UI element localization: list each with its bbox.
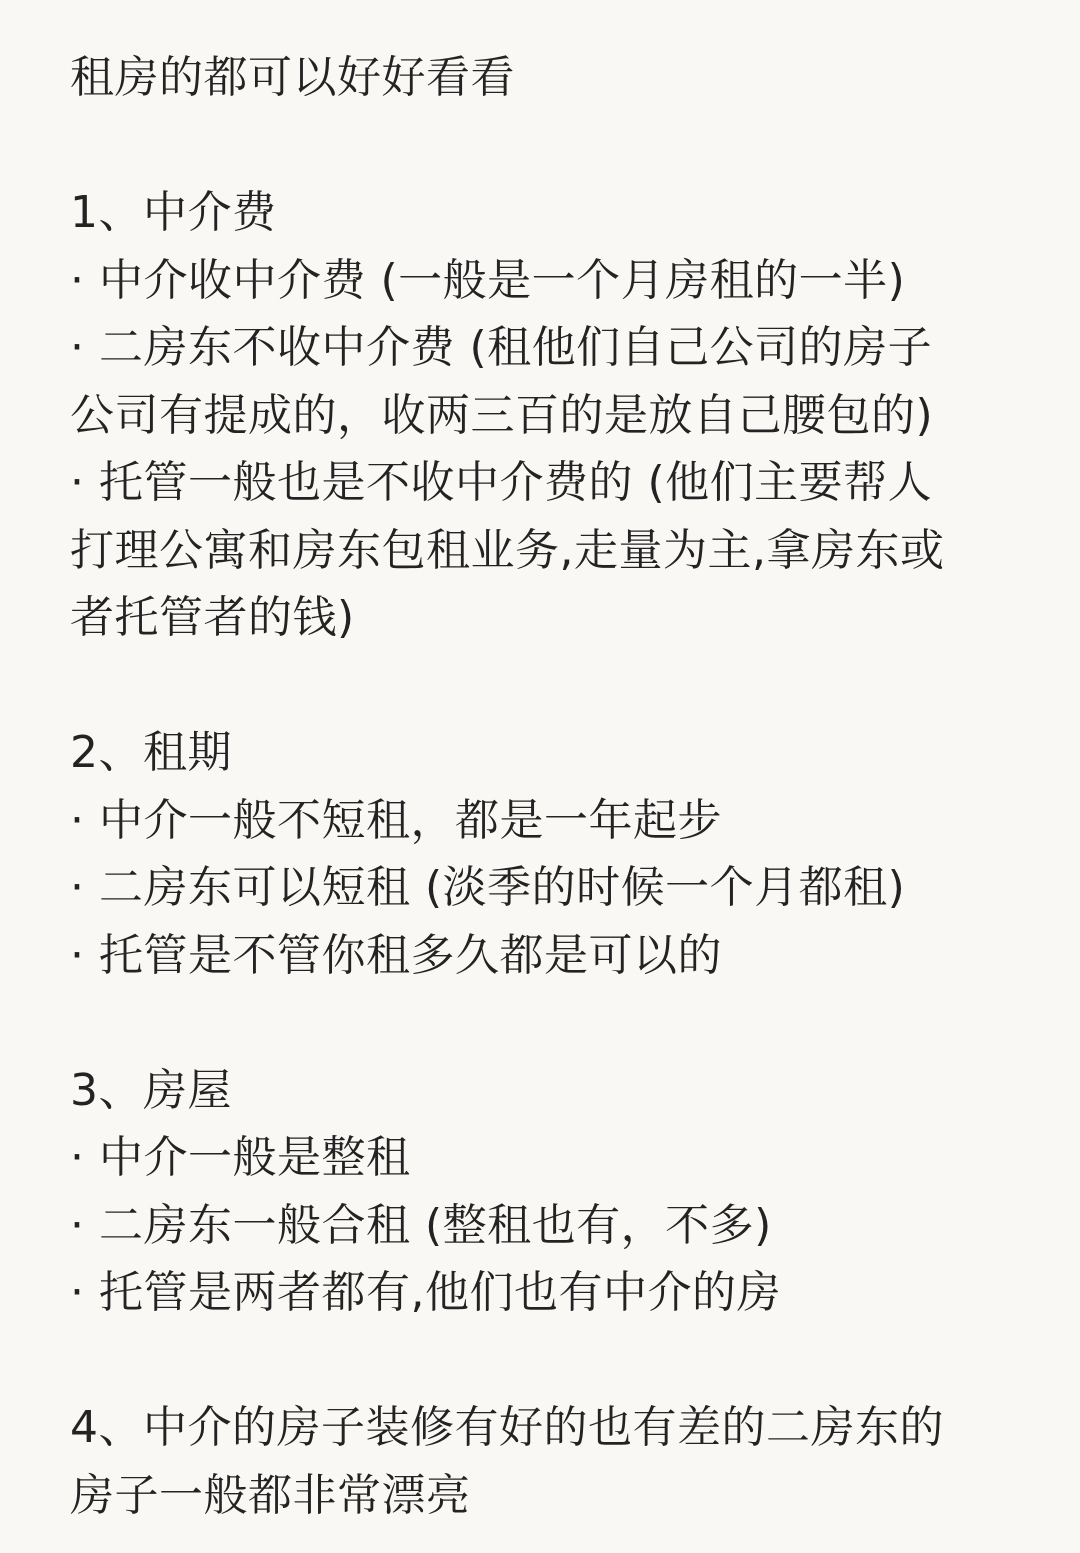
section-decoration xyxy=(70,1394,1040,1529)
bullet-line: · 中介收中介费 (一般是一个月房租的一半) xyxy=(70,254,906,306)
spacer xyxy=(70,989,1040,1057)
bullet-line: · 托管是两者都有,他们也有中介的房 xyxy=(70,1267,781,1318)
spacer xyxy=(70,112,1040,180)
spacer xyxy=(70,652,1040,720)
bullet-line: · 二房东可以短租 (淡季的时候一个月都租) xyxy=(70,862,906,913)
section-agency-fee xyxy=(70,179,1040,652)
bullet-line: · 二房东不收中介费 (租他们自己公司的房子 xyxy=(70,322,933,373)
section-heading: 1、中介费 xyxy=(70,187,277,238)
bullet-line: · 托管是不管你租多久都是可以的 xyxy=(70,929,722,981)
section-heading-continuation: 房子一般都非常漂亮 xyxy=(70,1469,471,1521)
bullet-line: · 托管一般也是不收中介费的 (他们主要帮人 xyxy=(70,457,933,508)
spacer xyxy=(70,1327,1040,1395)
note-title: 租房的都可以好好看看 xyxy=(70,52,515,103)
section-heading: 4、中介的房子装修有好的也有差的二房东的 xyxy=(70,1402,944,1453)
section-housing xyxy=(70,1057,1040,1327)
section-lease-term xyxy=(70,719,1040,989)
bullet-line: · 二房东一般合租 (整租也有，不多) xyxy=(70,1199,772,1251)
bullet-line: · 中介一般不短租，都是一年起步 xyxy=(70,794,722,846)
section-heading: 3、房屋 xyxy=(70,1064,232,1116)
bullet-line-continuation: 打理公寓和房东包租业务,走量为主,拿房东或 xyxy=(70,524,945,576)
bullet-line-continuation: 者托管者的钱) xyxy=(70,592,355,643)
bullet-line: · 中介一般是整租 xyxy=(70,1132,411,1183)
bullet-line-continuation: 公司有提成的，收两三百的是放自己腰包的) xyxy=(70,389,934,441)
section-heading: 2、租期 xyxy=(70,727,232,778)
